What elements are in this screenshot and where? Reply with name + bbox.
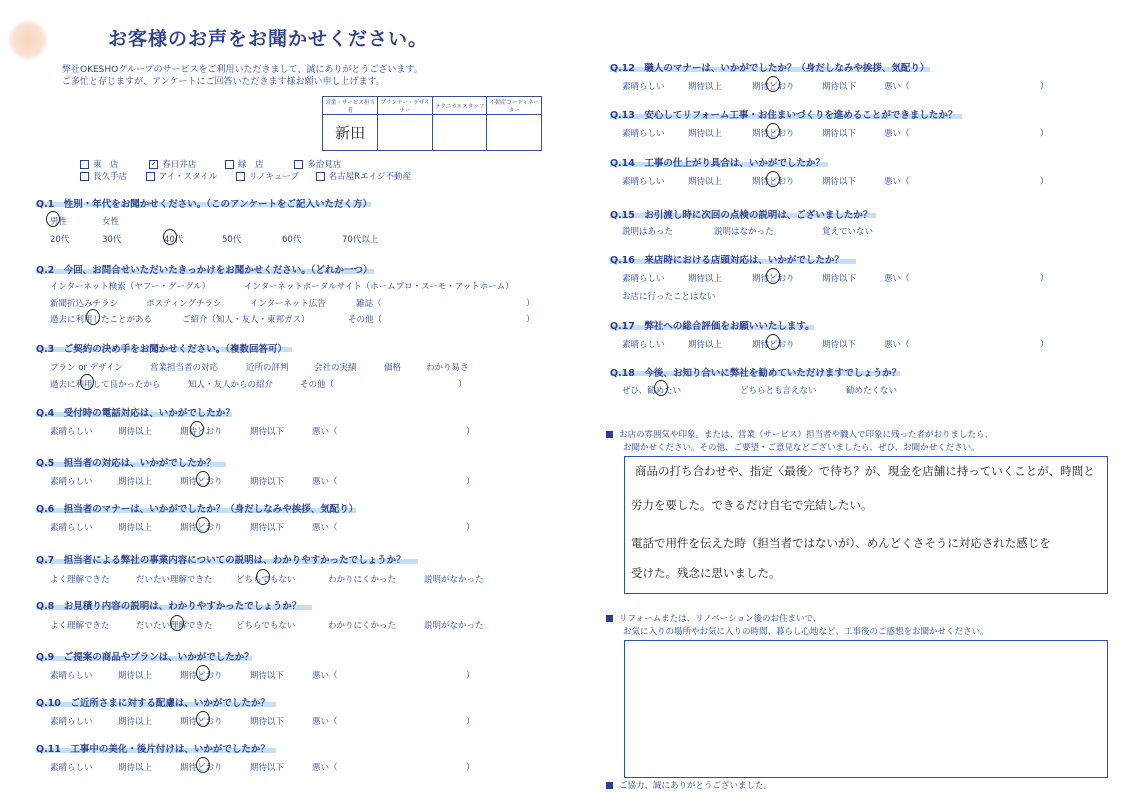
q18-opt-1[interactable]: ぜひ、勧めたい (622, 386, 682, 396)
q1-female[interactable]: 女性 (102, 217, 120, 227)
q3-opt-record[interactable]: 会社の実績 (314, 363, 357, 373)
q6-opt-2[interactable]: 期待以上 (118, 523, 153, 533)
q7-opt-4[interactable]: わかりにくかった (328, 575, 397, 585)
staff-cell-realestate[interactable] (487, 115, 542, 151)
store-r-age[interactable]: 名古屋Rエイジ不動産 (316, 172, 411, 182)
q17-title: Q.17 弊社への総合評価をお願いいたします。 (610, 321, 815, 332)
q15-opt-3[interactable]: 覚えていない (822, 227, 874, 237)
q1-age-50[interactable]: 50代 (222, 235, 242, 245)
q16-opt-5[interactable]: 悪い（ (884, 274, 910, 284)
q16-opt-2[interactable]: 期待以上 (688, 274, 723, 284)
answer-circle-icon (196, 711, 210, 727)
q9-title: Q.9 ご提案の商品やプランは、いかがでしたか？ (36, 652, 254, 663)
q5-opt-3[interactable]: 期待どおり (180, 477, 223, 487)
q3-opt-plan[interactable]: プラン or デザイン (50, 363, 124, 373)
q1-age-70[interactable]: 70代以上 (342, 235, 379, 245)
q10-title: Q.10 ご近所さまに対する配慮は、いかがでしたか？ (36, 698, 270, 709)
q3-opt-reputation[interactable]: 近所の評判 (246, 363, 289, 373)
q1-age-60[interactable]: 60代 (282, 235, 302, 245)
q11-opt-2[interactable]: 期待以上 (118, 763, 153, 773)
q12-opt-4[interactable]: 期待以下 (822, 82, 857, 92)
answer-circle-icon (46, 211, 60, 227)
q8-opt-5[interactable]: 説明がなかった (424, 621, 484, 631)
q2-opt-search[interactable]: インターネット検索（ヤフー・グーグル） (50, 282, 211, 292)
q17-opt-1[interactable]: 素晴らしい (622, 340, 665, 350)
q2-opt-magazine[interactable]: 雑誌（ (356, 299, 382, 309)
q2-opt-other[interactable]: その他（ (348, 315, 383, 325)
q15-opt-1[interactable]: 説明はあった (622, 227, 673, 237)
q16-opt-1[interactable]: 素晴らしい (622, 274, 665, 284)
q3-opt-sales[interactable]: 営業担当者の対応 (150, 363, 219, 373)
staff-header-sales: 営業・サービス担当者 (323, 97, 378, 115)
q3-title: Q.3 ご契約の決め手をお聞かせください。（複数回答可） (36, 344, 288, 355)
answer-circle-icon (80, 374, 94, 390)
q7-title: Q.7 担当者による弊社の事業内容についての説明は、わかりやすかったでしょうか？ (36, 555, 406, 566)
q9-opt-1[interactable]: 素晴らしい (50, 671, 93, 681)
q2-opt-referral[interactable]: ご紹介（知人・友人・東邦ガス） (182, 315, 310, 325)
q6-title: Q.6 担当者のマナーは、いかがでしたか？（身だしなみや挨拶、気配り） (36, 504, 359, 515)
q13-opt-2[interactable]: 期待以上 (688, 129, 723, 139)
q3-opt-friend[interactable]: 知人・友人からの紹介 (188, 380, 274, 390)
q14-opt-2[interactable]: 期待以上 (688, 177, 723, 187)
comment-box-1[interactable] (624, 456, 1108, 594)
answer-circle-icon (196, 471, 210, 487)
store-row-1 (80, 158, 341, 170)
q10-opt-2[interactable]: 期待以上 (118, 717, 153, 727)
q5-opt-2[interactable]: 期待以上 (118, 477, 153, 487)
q2-opt-newspaper[interactable]: 新聞折込みチラシ (50, 299, 119, 309)
q12-opt-2[interactable]: 期待以上 (688, 82, 723, 92)
comment-answer-line-3: 電話で用件を伝えた時（担当者ではないが）、めんどくさそうに対応された感じを (631, 536, 1051, 550)
q2-opt-posting[interactable]: ポスティングチラシ (146, 299, 222, 309)
q17-opt-4[interactable]: 期待以下 (822, 340, 857, 350)
comment-prompt-1b: お聞かせください。その他、ご要望・ご意見などございましたら、ぜひ、お聞かせください。 (623, 443, 980, 453)
comment-prompt-2b: お気に入りの場所やお気に入りの時間、暮らし心地など、工事後のご感想をお聞かせください。 (623, 627, 989, 637)
q12-opt-3[interactable]: 期待どおり (752, 82, 795, 92)
q16-opt-3[interactable]: 期待どおり (752, 274, 795, 284)
staff-header-planner: プランナー・デザイナー (378, 97, 433, 115)
q13-opt-3[interactable]: 期待どおり (752, 129, 795, 139)
q16-title: Q.16 来店時における店頭対応は、いかがでしたか？ (610, 255, 844, 266)
q6-opt-1[interactable]: 素晴らしい (50, 523, 93, 533)
q13-opt-5[interactable]: 悪い（ (884, 129, 910, 139)
q4-opt-4[interactable]: 期待以下 (250, 427, 285, 437)
q11-title: Q.11 工事中の美化・後片付けは、いかがでしたか？ (36, 744, 270, 755)
answer-circle-icon (170, 615, 184, 631)
store-istyle[interactable]: アイ・スタイル (146, 172, 218, 182)
q14-opt-1[interactable]: 素晴らしい (622, 177, 665, 187)
q7-opt-3[interactable]: どちらでもない (236, 575, 296, 585)
q15-opt-2[interactable]: 説明はなかった (714, 227, 774, 237)
q12-opt-5[interactable]: 悪い（ (884, 82, 910, 92)
q11-opt-3[interactable]: 期待どおり (180, 763, 223, 773)
staff-cell-planner[interactable] (378, 115, 433, 151)
q5-title: Q.5 担当者の対応は、いかがでしたか？ (36, 458, 216, 469)
q15-title: Q.15 お引渡し時に次回の点検の説明は、ございましたか？ (610, 210, 873, 221)
q8-opt-2[interactable]: だいたい理解できた (136, 621, 213, 631)
q18-title: Q.18 今後、お知り合いに弊社を勧めていただけますでしょうか？ (610, 368, 902, 379)
staff-table (322, 96, 542, 151)
q13-opt-4[interactable]: 期待以下 (822, 129, 857, 139)
q13-opt-1[interactable]: 素晴らしい (622, 129, 665, 139)
q2-opt-past-use[interactable]: 過去に利用したことがある (50, 315, 153, 325)
q9-opt-2[interactable]: 期待以上 (118, 671, 153, 681)
bullet-square-icon (606, 431, 613, 438)
q2-opt-portal[interactable]: インターネットポータルサイト（ホームプロ・スーモ・アットホーム） (244, 282, 514, 292)
answer-circle-icon (766, 76, 780, 92)
q18-opt-2[interactable]: どちらとも言えない (740, 386, 817, 396)
answer-circle-icon (86, 309, 100, 325)
company-seal (8, 20, 48, 60)
answer-circle-icon (196, 665, 210, 681)
answer-circle-icon (654, 380, 668, 396)
q17-opt-2[interactable]: 期待以上 (688, 340, 723, 350)
q9-opt-5[interactable]: 悪い（ (312, 671, 338, 681)
q10-opt-5[interactable]: 悪い（ (312, 717, 338, 727)
bullet-square-icon (606, 615, 613, 622)
q2-opt-web-ad[interactable]: インターネット広告 (250, 299, 326, 309)
q3-opt-other[interactable]: その他（ (300, 380, 335, 390)
answer-circle-icon (196, 517, 210, 533)
store-renocube[interactable]: リノキューブ (236, 172, 299, 182)
answer-circle-icon (766, 268, 780, 284)
q3-opt-clarity[interactable]: わかり易さ (426, 363, 469, 373)
q5-opt-4[interactable]: 期待以下 (250, 477, 285, 487)
q10-opt-4[interactable]: 期待以下 (250, 717, 285, 727)
q7-opt-2[interactable]: だいたい理解できた (136, 575, 213, 585)
q7-opt-5[interactable]: 説明がなかった (424, 575, 484, 585)
comment-prompt-2: リフォームまたは、リノベーション後のお住まいで、 (606, 612, 821, 624)
q9-opt-4[interactable]: 期待以下 (250, 671, 285, 681)
q4-title: Q.4 受付時の電話対応は、いかがでしたか？ (36, 408, 235, 419)
store-kasugai[interactable]: ✓ 春日井店 (150, 160, 197, 170)
q8-opt-3[interactable]: どちらでもない (236, 621, 296, 631)
q10-opt-1[interactable]: 素晴らしい (50, 717, 93, 727)
store-midori[interactable]: 緑 店 (225, 160, 264, 170)
q11-opt-5[interactable]: 悪い（ (312, 763, 338, 773)
q11-opt-4[interactable]: 期待以下 (250, 763, 285, 773)
intro-line-1: 弊社OKESHOグループのサービスをご利用いただきまして、誠にありがとうございます。 (62, 65, 423, 75)
q18-opt-3[interactable]: 勧めたくない (846, 386, 898, 396)
q16-opt-never-visited[interactable]: お店に行ったことはない (622, 292, 716, 302)
q4-opt-3[interactable]: 期待どおり (180, 427, 223, 437)
q8-opt-4[interactable]: わかりにくかった (328, 621, 397, 631)
q1-male[interactable]: 男性 (50, 217, 68, 227)
q10-opt-3[interactable]: 期待どおり (180, 717, 223, 727)
q4-opt-5[interactable]: 悪い（ (312, 427, 338, 437)
q6-opt-4[interactable]: 期待以下 (250, 523, 285, 533)
answer-circle-icon (196, 757, 210, 773)
sales-staff-name: 新田 (335, 124, 366, 142)
page-title: お客様のお声をお聞かせください。 (108, 28, 429, 50)
staff-header-realestate: 不動産コーディネーター (487, 97, 542, 115)
q9-opt-3[interactable]: 期待どおり (180, 671, 223, 681)
q3-opt-price[interactable]: 価格 (384, 363, 402, 373)
comment-prompt-1: お店の雰囲気や印象。または、営業（サービス）担当者や職人で印象に残った者がおりましたら、 (606, 428, 993, 440)
q1-age-40[interactable]: 40代 (164, 235, 184, 245)
q8-opt-1[interactable]: よく理解できた (50, 621, 110, 631)
answer-circle-icon (766, 123, 780, 139)
answer-circle-icon (766, 171, 780, 187)
q6-opt-5[interactable]: 悪い（ (312, 523, 338, 533)
q14-title: Q.14 工事の仕上がり具合は、いかがでしたか？ (610, 158, 825, 169)
q14-opt-3[interactable]: 期待どおり (752, 177, 795, 187)
staff-cell-sales[interactable] (323, 115, 378, 151)
store-tajimi[interactable]: 多治見店 (294, 160, 341, 170)
q5-opt-5[interactable]: 悪い（ (312, 477, 338, 487)
q4-opt-1[interactable]: 素晴らしい (50, 427, 93, 437)
q3-opt-past-use[interactable]: 過去に利用して良かったから (50, 380, 161, 390)
comment-answer-line-4: 受けた。残念に思いました。 (631, 566, 781, 580)
q13-title: Q.13 安心してリフォーム工事・お住まいづくりを進めることができましたか？ (610, 110, 958, 121)
q16-opt-4[interactable]: 期待以下 (822, 274, 857, 284)
closing-text: ご協力、誠にありがとうございました。 (606, 779, 772, 791)
q5-opt-1[interactable]: 素晴らしい (50, 477, 93, 487)
q6-opt-3[interactable]: 期待どおり (180, 523, 223, 533)
answer-circle-icon (163, 229, 177, 245)
answer-circle-icon (256, 569, 270, 585)
store-nagakute[interactable]: 長久手店 (80, 172, 127, 182)
q1-title: Q.1 性別・年代をお聞かせください。（このアンケートをご記入いただく方） (36, 199, 372, 210)
q14-opt-5[interactable]: 悪い（ (884, 177, 910, 187)
comment-answer-line-2: 労力を要した。できるだけ自宅で完結したい。 (631, 498, 873, 512)
store-higashi[interactable]: 東 店 (80, 160, 119, 170)
answer-circle-icon (766, 334, 780, 350)
q17-opt-5[interactable]: 悪い（ (884, 340, 910, 350)
q12-opt-1[interactable]: 素晴らしい (622, 82, 665, 92)
store-row-2 (80, 170, 411, 182)
staff-header-technical: テクニカルスタッフ (432, 97, 487, 115)
intro-line-2: ご多忙と存じますが、アンケートにご回答いただきます様お願い申し上げます。 (62, 77, 385, 87)
bullet-square-icon (606, 782, 613, 789)
q17-opt-3[interactable]: 期待どおり (752, 340, 795, 350)
q14-opt-4[interactable]: 期待以下 (822, 177, 857, 187)
q1-age-20[interactable]: 20代 (50, 235, 70, 245)
comment-box-2[interactable] (624, 640, 1108, 778)
answer-circle-icon (190, 421, 204, 437)
comment-answer-line-1: 商品の打ち合わせや、指定〈最後〉で待ち？が、現金を店舗に持っていくことが、時間と (635, 464, 1095, 478)
q12-title: Q.12 職人のマナーは、いかがでしたか？（身だしなみや挨拶、気配り） (610, 63, 930, 74)
q1-age-30[interactable]: 30代 (102, 235, 122, 245)
q7-opt-1[interactable]: よく理解できた (50, 575, 110, 585)
staff-cell-technical[interactable] (432, 115, 487, 151)
q8-title: Q.8 お見積り内容の説明は、わかりやすかったでしょうか？ (36, 601, 302, 612)
q4-opt-2[interactable]: 期待以上 (118, 427, 153, 437)
q11-opt-1[interactable]: 素晴らしい (50, 763, 93, 773)
q2-title: Q.2 今回、お問合せいただいたきっかけをお聞かせください。（どれか一つ） (36, 265, 373, 276)
